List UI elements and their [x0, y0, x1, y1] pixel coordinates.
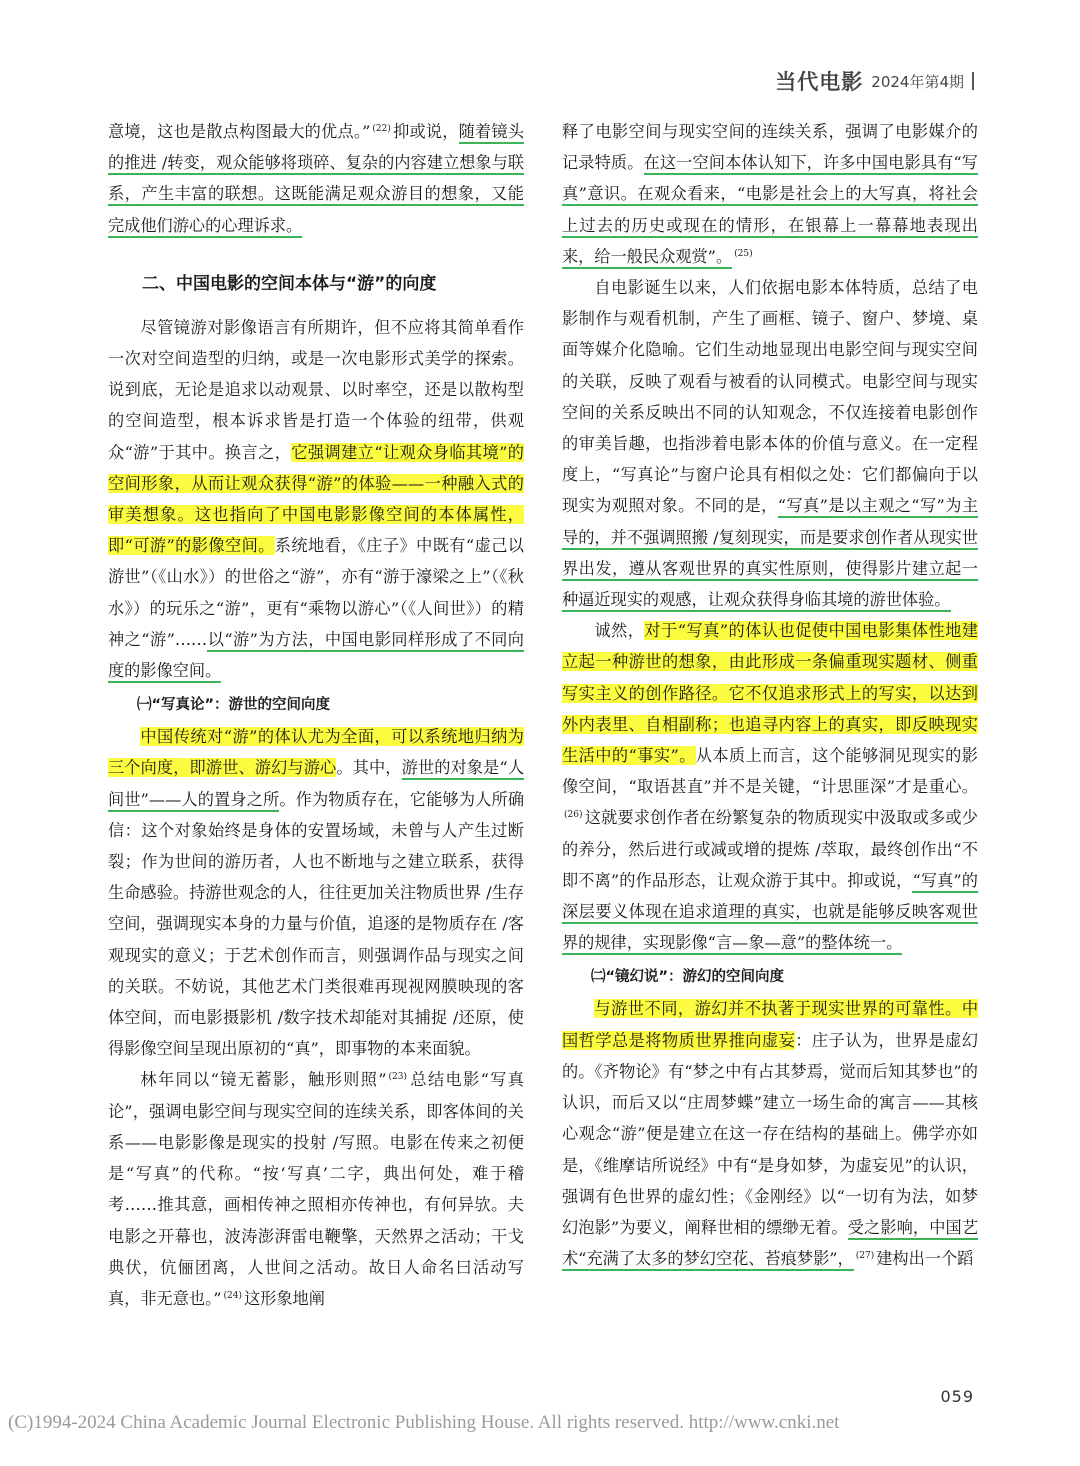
annotation-underline: 游世的对象是“人间世”——人的置身之所 [108, 758, 524, 811]
annotation-highlight: 对于“写真”的体认也促使中国电影集体性地建立起一种游世的想象，由此形成一条偏重现实题材、侧重写实主义的创作路径。它不仅追求形式上的写实，以达到外内表里、自相副称；也追寻内容上的真实，即反映现实生活中的“事实”。 [562, 621, 979, 766]
journal-name: 当代电影 [775, 70, 864, 94]
issue-number: 2024年第4期 [871, 72, 964, 91]
annotation-highlight: 中国传统对“游”的体认尤为全面，可以系统地归纳为三个向度，即游世、游幻与游心 [108, 727, 524, 778]
annotation-highlight: 与游世不同，游幻并不执著于现实世界的可靠性。 [594, 999, 962, 1019]
paragraph: 诚然，对于“写真”的体认也促使中国电影集体性地建立起一种游世的想象，由此形成一条偏重现实题材、侧重写实主义的创作路径。它不仅追求形式上的写实，以达到外内表里、自相副称；也追寻内容上的真实，即反映现实生活中的“事实”。从本质上而言，这个能够洞见现实的影像空间，“取语甚直”并不是关键，“计思匪深”才是重心。$^{(26)}$ 这就要求创作者在纷繁复杂的物质现实中汲取或多或少的养分，然后进行或减或增的提炼 /萃取，最终创作出“不即不离”的作品形态，让观众游于其中。抑或说，“写真”的深层要义体现在追求道理的真实，也就是能够反映客观世界的规律，实现影像“言—象—意”的整体统一。 [562, 615, 978, 958]
paragraph: 林年同以“镜无蓄影，触形则照” $^{(23)}$ 总结电影“写真论”，强调电影空间与现实空间的连续关系，即客体间的关系——电影影像是现实的投射 /写照。电影在传来之初便是“写真”的代称。“按‘写真’二字，典出何处，难于稽考……推其意，画相传神之照相亦传神也，有何异欤。夫电影之开幕也，波涛澎湃雷电鞭擎，天然界之活动；干戈典伏，伉俪团离，人世间之活动。故日人命名曰活动写真，非无意也。” $^{(24)}$ 这形象地阐 [108, 1070, 524, 1308]
annotation-underline: “写真”的深层要义体现在追求道理的真实，也就是能够反映客观世界的规律，实现影像“言—象—意”的整体统一。 [562, 871, 978, 955]
paragraph: 自电影诞生以来，人们依据电影本体特质，总结了电影制作与观看机制，产生了画框、镜子、窗户、梦境、桌面等媒介化隐喻。它们生动地显现出电影空间与现实空间的关联，反映了观看与被看的认同模式。电影空间与现实空间的关系反映出不同的认知观念，不仅连接着电影创作的审美旨趣，也指涉着电影本体的价值与意义。在一定程度上，“写真论”与窗户论具有相似之处：它们都偏向于以现实为观照对象。不同的是，“写真”是以主观之“写”为主导的，并不强调照搬 /复刻现实，而是要求创作者从现实世界出发，遵从客观世界的真实性原则，使得影片建立起一种逼近现实的观感，让观众获得身临其境的游世体验。 [562, 272, 978, 615]
copyright-notice: (C)1994-2024 China Academic Journal Electronic Publishing House. All rights reserved. http://www.cnki.net [8, 1412, 840, 1433]
annotation-underline: “写真”是以主观之“写”为主导的，并不强调照搬 /复刻现实，而是要求创作者从现实世界出发，遵从客观世界的真实性原则，使得影片建立起一种逼近现实的观感，让观众获得身临其境的游世体验。 [562, 496, 978, 612]
paragraph: 中国传统对“游”的体认尤为全面，可以系统地归纳为三个向度，即游世、游幻与游心。其中，游世的对象是“人间世”——人的置身之所。作为物质存在，它能够为人所确信：这个对象始终是身体的安置场域，未曾与人产生过断裂；作为世间的游历者，人也不断地与之建立联系，获得生命感验。持游世观念的人，往往更加关注物质世界 /生存空间，强调现实本身的力量与价值，追逐的是物质存在 /客观现实的意义；于艺术创作而言，则强调作品与现实之间的关联。不妨说，其他艺术门类很难再现视网膜映现的客体空间，而电影摄影机 /数字技术却能对其捕捉 /还原，使得影像空间呈现出原初的“真”，即事物的本来面貌。 [108, 727, 525, 1059]
page-number: 059 [940, 1387, 974, 1406]
paragraph: 意境，这也是散点构图最大的优点。” $^{(22)}$ 抑或说，随着镜头的推进 /转变，观众能够将琐碎、复杂的内容建立想象与联系，产生丰富的联想。这既能满足观众游目的想象，又能完成他们游心的心理诉求。 [108, 116, 524, 241]
journal-header [775, 66, 974, 96]
annotation-underline: 随着镜头的推进 /转变，观众能够将琐碎、复杂的内容建立想象与联系，产生丰富的联想。这既能满足观众游目的想象，又能完成他们游心的心理诉求。 [108, 122, 524, 238]
subsection-title: ㈡“镜幻说”：游幻的空间向度 [591, 969, 785, 986]
annotation-underline: 受之影响，中国艺术“充满了太多的梦幻空花、苔痕梦影”， [562, 1218, 978, 1271]
subsection-title: ㈠“写真论”：游世的空间向度 [137, 697, 331, 714]
left-column [108, 116, 524, 1314]
annotation-highlight: 它强调建立“让观众身临其境”的空间形象，从而让观众获得“游”的体验——一种融入式的审美想象。这也指向了中国电影影像空间的本体属性，即“可游”的影像空间。 [108, 442, 524, 556]
annotation-underline: 以“游”为方法，中国电影同样形成了不同向度的影像空间。 [108, 630, 524, 683]
right-column [562, 116, 978, 1274]
annotation-highlight: 中国哲学总是将物质世界推向虚妄 [562, 999, 978, 1050]
section-title: 二、中国电影的空间本体与“游”的向度 [142, 273, 437, 294]
paragraph: 尽管镜游对影像语言有所期许，但不应将其简单看作一次对空间造型的归纳，或是一次电影形式美学的探索。说到底，无论是追求以动观景、以时率空，还是以散构型的空间造型，根本诉求皆是打造一个体验的纽带，供观众“游”于其中。换言之，它强调建立“让观众身临其境”的空间形象，从而让观众获得“游”的体验——一种融入式的审美想象。这也指向了中国电影影像空间的本体属性，即“可游”的影像空间。系统地看，《庄子》中既有“虚己以游世”（《山水》）的世俗之“游”，亦有“游于濠梁之上”（《秋水》）的玩乐之“游”，更有“乘物以游心”（《人间世》）的精神之“游”……以“游”为方法，中国电影同样形成了不同向度的影像空间。 [108, 312, 524, 686]
header-divider [972, 72, 974, 90]
annotation-underline: 在这一空间本体认知下，许多中国电影具有“写真”意识。在观众看来，“电影是社会上的大写真，将社会上过去的历史或现在的情形，在银幕上一幕幕地表现出来，给一般民众观赏”。 [562, 153, 978, 269]
paragraph: 释了电影空间与现实空间的连续关系，强调了电影媒介的记录特质。在这一空间本体认知下，许多中国电影具有“写真”意识。在观众看来，“电影是社会上的大写真，将社会上过去的历史或现在的情形，在银幕上一幕幕地表现出来，给一般民众观赏”。 $^{(25)}$ [562, 116, 978, 272]
paragraph: 与游世不同，游幻并不执著于现实世界的可靠性。中国哲学总是将物质世界推向虚妄：庄子认为，世界是虚幻的。《齐物论》有“梦之中有占其梦焉，觉而后知其梦也”的认识，而后又以“庄周梦蝶”建立一场生命的寓言——其核心观念“游”便是建立在这一存在结构的基础上。佛学亦如是，《维摩诘所说经》中有“是身如梦，为虚妄见”的认识，强调有色世界的虚幻性；《金刚经》以“一切有为法，如梦幻泡影”为要义，阐释世相的缥缈无着。受之影响，中国艺术“充满了太多的梦幻空花、苔痕梦影”， $^{(27)}$ 建构出一个蹈 [562, 993, 978, 1274]
